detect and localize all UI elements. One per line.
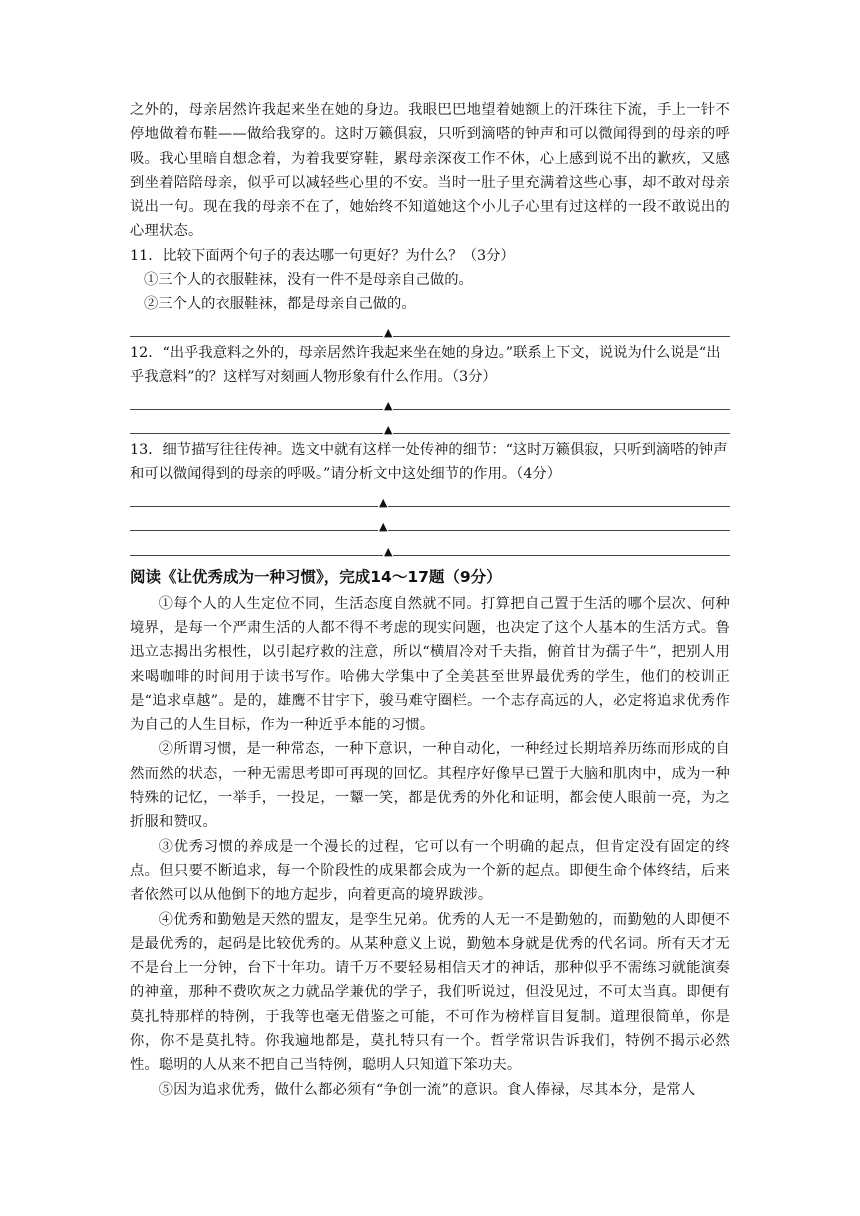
section-heading: 阅读《让优秀成为一种习惯》，完成14～17题（9分） [130,567,502,586]
question-13: 13．细节描写往往传神。选文中就有这样一处传神的细节：“这时万籁俱寂，只听到滴嗒的钟声和可以微闻得到的母亲的呼吸。”请分析文中这处细节的作用。（4分） [130,442,728,483]
answer-line[interactable] [130,390,730,414]
q11-option-2: ②三个人的衣服鞋袜，都是母亲自己做的。 [144,296,416,313]
answer-rule [130,433,730,434]
exam-page [130,98,730,1102]
paragraph-5: ⑤因为追求优秀，做什么都必须有“争创一流”的意识。食人俸禄，尽其本分，是常人 [158,1081,696,1098]
answer-rule [130,409,730,410]
question-11: 11．比较下面两个句子的表达哪一句更好？为什么？（3分） [130,247,515,264]
answer-marker-icon: ▲ [384,544,393,558]
answer-line[interactable] [130,414,730,438]
paragraph-4: ④优秀和勤勉是天然的盟友，是孪生兄弟。优秀的人无一不是勤勉的，而勤勉的人即便不是最优秀的，起码是比较优秀的。从某种意义上说，勤勉本身就是优秀的代名词。所有天才无不是台上一分钟，台下十年功。请千万不要轻易相信天才的神话，那种似乎不需练习就能演奏的神童，那种不费吹灰之力就品学兼优的学子，我们听说过，但没见过，不可太当真。即便有莫扎特那样的特例，于我等也毫无借鉴之可能，不可作为榜样盲目复制。道理很简单，你是你，你不是莫扎特。你我遍地都是，莫扎特只有一个。哲学常识告诉我们，特例不揭示必然性。聪明的人从来不把自己当特例，聪明人只知道下笨功夫。 [130,911,730,1074]
answer-rule [130,530,730,531]
question-12: 12．“出乎我意料之外的，母亲居然许我起来坐在她的身边。”联系上下文，说说为什么说是“出乎我意料”的？这样写对刻画人物形象有什么作用。（3分） [130,344,721,386]
paragraph-3: ③优秀习惯的养成是一个漫长的过程，它可以有一个明确的起点，但肯定没有固定的终点。但只要不断追求，每一个阶段性的成果都会成为一个新的起点。即便生命个体终结，后来者依然可以从他倒下的地方起步，向着更高的境界跋涉。 [130,838,730,904]
answer-line[interactable] [130,535,730,559]
passage-continuation: 之外的，母亲居然许我起来坐在她的身边。我眼巴巴地望着她额上的汗珠往下流，手上一针不停地做着布鞋——做给我穿的。这时万籁俱寂，只听到滴嗒的钟声和可以微闻得到的母亲的呼吸。我心里暗自想念着，为着我要穿鞋，累母亲深夜工作不休，心上感到说不出的歉疚，又感到坐着陪陪母亲，似乎可以减轻些心里的不安。当时一肚子里充满着这些心事，却不敢对母亲说出一句。现在我的母亲不在了，她始终不知道她这个小儿子心里有过这样的一段不敢说出的心理状态。 [130,102,730,240]
paragraph-2: ②所谓习惯，是一种常态，一种下意识，一种自动化，一种经过长期培养历练而形成的自然而然的状态，一种无需思考即可再现的回忆。其程序好像早已置于大脑和肌肉中，成为一种特殊的记忆，一举手，一投足，一颦一笑，都是优秀的外化和证明，都会使人眼前一亮，为之折服和赞叹。 [130,741,730,831]
answer-marker-icon: ▲ [379,496,388,510]
q11-option-1: ①三个人的衣服鞋袜，没有一件不是母亲自己做的。 [144,272,473,289]
answer-marker-icon: ▲ [384,398,393,412]
answer-line[interactable] [130,317,730,341]
answer-rule [130,555,730,556]
answer-marker-icon: ▲ [384,325,393,339]
answer-line[interactable] [130,487,730,511]
paragraph-1: ①每个人的人生定位不同，生活态度自然就不同。打算把自己置于生活的哪个层次、何种境界，是每一个严肃生活的人都不得不考虑的现实问题，也决定了这个人基本的生活方式。鲁迅立志揭出劣根性，以引起疗救的注意，所以“横眉冷对千夫指，俯首甘为孺子牛”，把别人用来喝咖啡的时间用于读书写作。哈佛大学集中了全美甚至世界最优秀的学生，他们的校训正是“追求卓越”。是的，雄鹰不甘宇下，骏马难守圈栏。一个志存高远的人，必定将追求优秀作为自己的人生目标，作为一种近乎本能的习惯。 [130,595,730,734]
answer-rule [130,506,730,507]
answer-marker-icon: ▲ [384,423,393,437]
answer-rule [130,336,730,337]
answer-line[interactable] [130,511,730,535]
answer-marker-icon: ▲ [379,520,388,534]
